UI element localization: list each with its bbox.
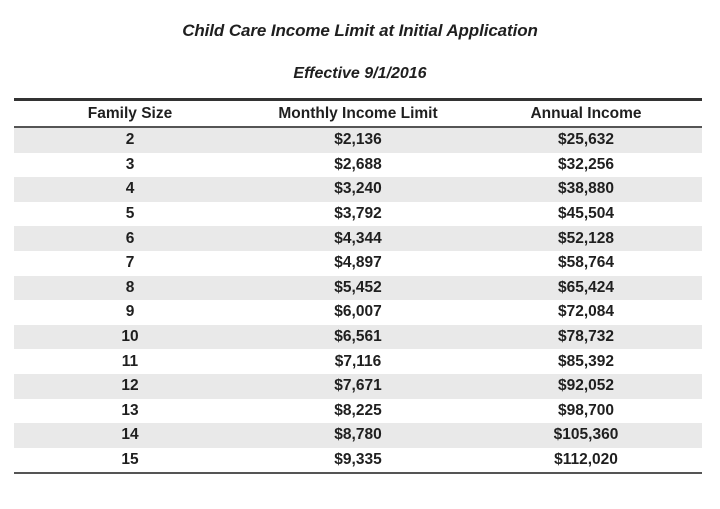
table-row <box>14 349 702 374</box>
table-cell: $72,084 <box>557 303 615 321</box>
table-cell: $112,020 <box>554 451 618 469</box>
table-cell: $9,335 <box>334 451 382 469</box>
table-cell: $92,052 <box>557 377 615 395</box>
column-header-annual-income: Annual Income <box>470 100 702 128</box>
table-cell: 14 <box>121 426 139 444</box>
table-header <box>14 100 702 128</box>
table-cell: $38,880 <box>557 180 615 198</box>
table-cell: 11 <box>121 352 139 370</box>
table-cell: 9 <box>125 303 135 321</box>
page-title: Child Care Income Limit at Initial Application <box>182 21 538 40</box>
table-cell: $6,007 <box>334 303 382 321</box>
table-cell: $5,452 <box>334 278 382 296</box>
table-row <box>14 153 702 178</box>
table-cell: $7,116 <box>334 352 382 370</box>
table-cell: $3,240 <box>334 180 382 198</box>
table-cell: 2 <box>125 131 135 149</box>
income-limit-table <box>14 98 702 474</box>
table-row <box>14 177 702 202</box>
table-cell: $98,700 <box>557 401 615 419</box>
table-row <box>14 202 702 227</box>
table-cell: $4,344 <box>334 229 382 247</box>
table-cell: $105,360 <box>553 426 619 444</box>
table-row <box>14 423 702 448</box>
table-cell: $32,256 <box>557 155 615 173</box>
column-header-family-size: Family Size <box>14 100 246 128</box>
table-cell: $8,780 <box>334 426 382 444</box>
table-cell: 5 <box>125 205 135 223</box>
table-row <box>14 374 702 399</box>
header-row <box>14 100 702 128</box>
table-cell: 12 <box>121 377 139 395</box>
table-cell: $85,392 <box>557 352 615 370</box>
table-cell: $8,225 <box>334 401 382 419</box>
table-row <box>14 399 702 424</box>
table-cell: $3,792 <box>334 205 382 223</box>
table-row <box>14 325 702 350</box>
table-cell: 10 <box>121 328 139 346</box>
table-cell: 15 <box>121 451 139 469</box>
table-cell: $52,128 <box>557 229 615 247</box>
table-cell: $7,671 <box>334 377 382 395</box>
table-cell: $45,504 <box>557 205 615 223</box>
table-cell: 6 <box>125 229 135 247</box>
table-cell: $2,688 <box>334 155 382 173</box>
effective-date: Effective 9/1/2016 <box>293 65 427 82</box>
table-cell: 3 <box>125 155 135 173</box>
table-cell: 7 <box>125 254 135 272</box>
table-cell: 13 <box>121 401 139 419</box>
table-cell: 4 <box>125 180 135 198</box>
table-cell: $78,732 <box>557 328 615 346</box>
table-cell: $58,764 <box>557 254 615 272</box>
table-row <box>14 226 702 251</box>
table-cell: $2,136 <box>334 131 382 149</box>
income-table-body <box>14 127 702 473</box>
column-header-monthly-income-limit: Monthly Income Limit <box>246 100 470 128</box>
table-cell: $25,632 <box>557 131 615 149</box>
table-row <box>14 300 702 325</box>
table-row <box>14 276 702 301</box>
table-cell: 8 <box>125 278 135 296</box>
table-row <box>14 127 702 153</box>
table-cell: $6,561 <box>334 328 382 346</box>
table-cell: $4,897 <box>334 254 382 272</box>
table-cell: $65,424 <box>557 278 615 296</box>
table-row <box>14 448 702 474</box>
table-row <box>14 251 702 276</box>
